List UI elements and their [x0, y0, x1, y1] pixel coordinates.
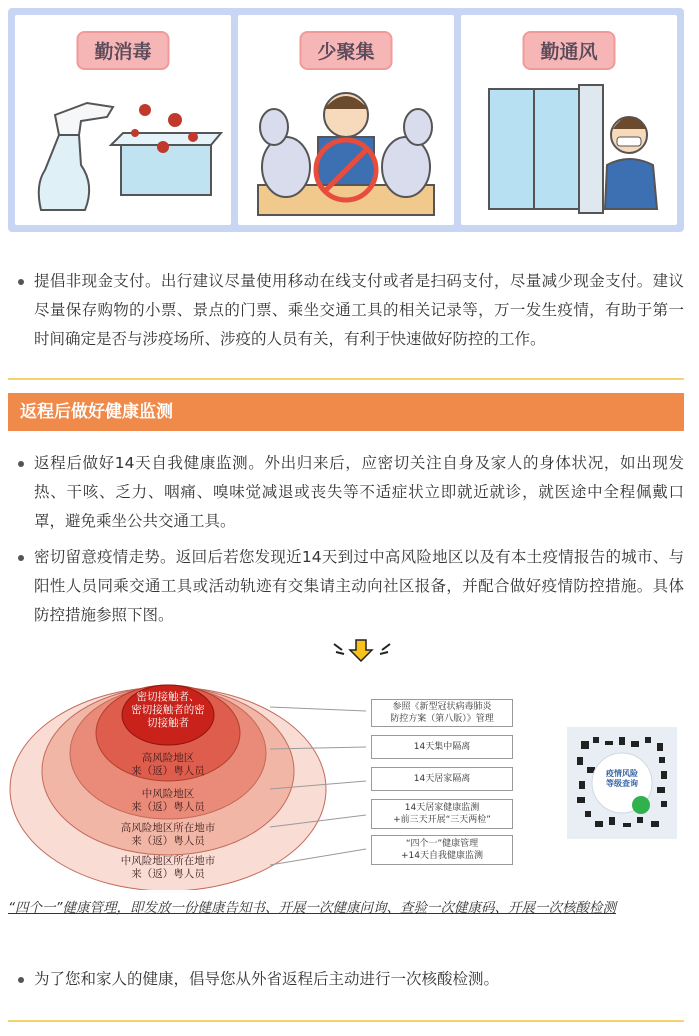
bullet-text: 返程后做好14天自我健康监测。外出归来后，应密切关注自身及家人的身体状况，如出现发热、干咳、乏力、咽痛、嗅味觉减退或丧失等不适症状立即就近就诊，就医途中全程佩戴口罩，避免乘坐公共交通工具。 — [34, 454, 684, 530]
card-ventilation — [461, 15, 677, 225]
meeting-illustration — [238, 75, 454, 225]
qr-code[interactable] — [567, 727, 677, 839]
list-item — [16, 965, 684, 994]
section-header: 返程后做好健康监测 — [8, 393, 684, 431]
bullet-dot — [18, 977, 24, 983]
bullet-text: 密切留意疫情走势。返回后若您发现近14天到过中高风险地区以及有本土疫情报告的城市、与阳性人员同乘交通工具或活动轨迹有交集请主动向社区报备，并配合做好疫情防控措施。具体防控措施参照下图。 — [34, 548, 684, 624]
illustration-panel — [8, 8, 684, 232]
ring-label-medium-risk-city: 中风险地区所在地市 来（返）粤人员 — [120, 855, 216, 880]
bullet-dot — [18, 279, 24, 285]
ring-label-medium-risk: 中风险地区 来（返）粤人员 — [131, 788, 205, 813]
divider — [8, 378, 684, 380]
card-title: 勤消毒 — [76, 31, 169, 70]
ring-label-high-risk: 高风险地区 来（返）粤人员 — [131, 752, 205, 777]
measure-box: 14天居家隔离 — [371, 767, 513, 791]
card-title: 勤通风 — [522, 31, 615, 70]
card-disinfect — [15, 15, 231, 225]
ring-label-close-contacts: 密切接触者、 密切接触者的密 切接触者 — [131, 691, 205, 729]
window-illustration — [461, 75, 677, 225]
bullet-dot — [18, 555, 24, 561]
divider — [8, 1020, 684, 1022]
list-item — [16, 543, 684, 630]
measure-box: 14天居家健康监测 +前三天开展“三天两检” — [371, 799, 513, 829]
list-item — [16, 267, 684, 354]
card-title: 少聚集 — [299, 31, 392, 70]
measure-box: 参照《新型冠状病毒肺炎 防控方案（第八版）》管理 — [371, 699, 513, 727]
measure-box: 14天集中隔离 — [371, 735, 513, 759]
spray-bottle-illustration — [15, 75, 231, 225]
list-item — [16, 449, 684, 536]
measure-box: “四个一”健康管理 +14天自我健康监测 — [371, 835, 513, 865]
risk-diagram — [8, 677, 684, 890]
down-arrow-icon — [332, 638, 392, 662]
bullet-text: 提倡非现金支付。出行建议尽量使用移动在线支付或者是扫码支付，尽量减少现金支付。建议尽量保存购物的小票、景点的门票、乘坐交通工具的相关记录等，万一发生疫情，有助于第一时间确定是否与涉疫场所、涉疫的人员有关，有利于快速做好防控的工作。 — [34, 272, 684, 348]
bullet-text: 为了您和家人的健康，倡导您从外省返程后主动进行一次核酸检测。 — [34, 970, 500, 988]
card-gathering — [238, 15, 454, 225]
bullet-dot — [18, 461, 24, 467]
ring-label-high-risk-city: 高风险地区所在地市 来（返）粤人员 — [120, 822, 216, 847]
diagram-caption: “四个一”健康管理，即发放一份健康告知书、开展一次健康问询、查验一次健康码、开展一次核酸检测 — [8, 900, 616, 916]
qr-center-text: 疫情风险等级查询 — [606, 769, 638, 788]
